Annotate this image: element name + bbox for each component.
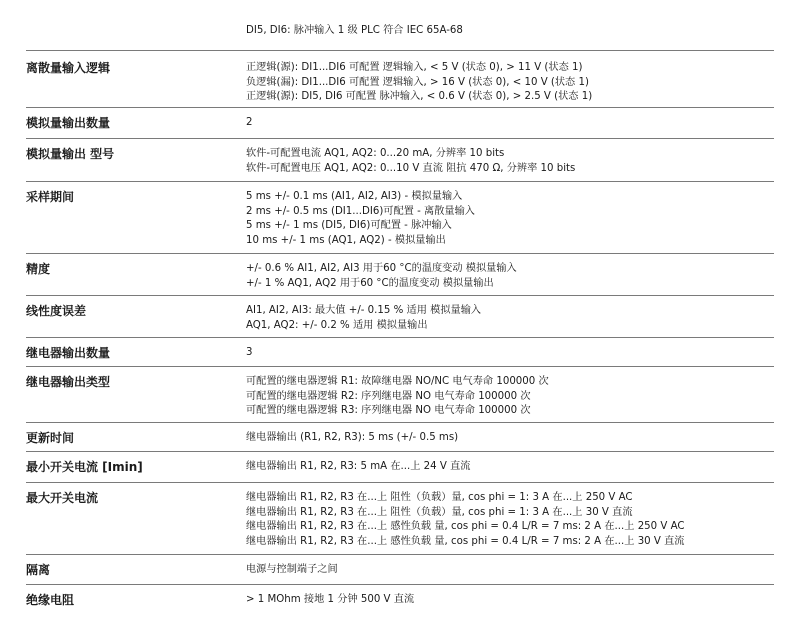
spec-value-line: 5 ms +/- 0.1 ms (AI1, AI2, AI3) - 模拟量输入 bbox=[246, 191, 463, 202]
spec-row bbox=[26, 423, 774, 452]
spec-value-line: > 1 MOhm 接地 1 分钟 500 V 直流 bbox=[246, 594, 415, 605]
spec-label: 继电器输出数量 bbox=[26, 346, 111, 360]
spec-value-line: 继电器输出 R1, R2, R3 在...上 阻性（负载）量, cos phi = 1: 3 A 在...上 250 V AC bbox=[246, 492, 633, 503]
spec-value bbox=[246, 346, 774, 366]
spec-row bbox=[26, 108, 774, 139]
spec-value-line: +/- 1 % AQ1, AQ2 用于60 °C的温度变动 模拟量输出 bbox=[246, 277, 494, 289]
spec-label: 模拟量输出 型号 bbox=[26, 147, 115, 161]
spec-label: 最大开关电流 bbox=[26, 491, 99, 505]
spec-label: 线性度误差 bbox=[26, 304, 87, 318]
spec-value-line: 正逻辑(源): DI5, DI6 可配置 脉冲输入, < 0.6 V (状态 0), > 2.5 V (状态 1) bbox=[246, 91, 593, 102]
spec-label: 继电器输出类型 bbox=[26, 375, 111, 389]
spec-row bbox=[26, 182, 774, 254]
spec-value-line: 可配置的继电器逻辑 R1: 故障继电器 NO/NC 电气寿命 100000 次 bbox=[246, 376, 549, 387]
spec-value bbox=[246, 190, 774, 253]
spec-value bbox=[246, 375, 774, 422]
spec-value-line: 可配置的继电器逻辑 R2: 序列继电器 NO 电气寿命 100000 次 bbox=[246, 390, 531, 402]
spec-value-line: 电源与控制端子之间 bbox=[246, 564, 338, 575]
spec-value bbox=[246, 431, 774, 451]
spec-label: 精度 bbox=[26, 262, 51, 276]
spec-value-line: 软件-可配置电压 AQ1, AQ2: 0...10 V 直流 阻抗 470 Ω, 分辨率 10 bits bbox=[246, 162, 576, 174]
spec-label: 更新时间 bbox=[26, 431, 75, 445]
spec-value-line: 继电器输出 R1, R2, R3 在...上 感性负载 量, cos phi = 0.4 L/R = 7 ms: 2 A 在...上 30 V 直流 bbox=[246, 535, 685, 547]
spec-value-line: 5 ms +/- 1 ms (DI5, DI6)可配置 - 脉冲输入 bbox=[246, 220, 452, 231]
spec-value-line: 正逻辑(源): DI1...DI6 可配置 逻辑输入, < 5 V (状态 0), > 11 V (状态 1) bbox=[246, 62, 583, 73]
spec-value-line: 负逻辑(漏): DI1...DI6 可配置 逻辑输入, > 16 V (状态 0), < 10 V (状态 1) bbox=[246, 76, 589, 88]
spec-value-line: 继电器输出 R1, R2, R3: 5 mA 在...上 24 V 直流 bbox=[246, 461, 471, 472]
spec-value bbox=[246, 147, 774, 181]
spec-value-line: 2 ms +/- 0.5 ms (DI1...DI6)可配置 - 离散量输入 bbox=[246, 205, 475, 217]
spec-table bbox=[26, 20, 774, 615]
spec-row bbox=[26, 254, 774, 296]
spec-value-line: +/- 0.6 % AI1, AI2, AI3 用于60 °C的温度变动 模拟量输入 bbox=[246, 263, 517, 274]
spec-value-line: 3 bbox=[246, 347, 253, 358]
spec-value-line: 2 bbox=[246, 117, 253, 128]
spec-value-line: 软件-可配置电流 AQ1, AQ2: 0...20 mA, 分辨率 10 bits bbox=[246, 148, 505, 159]
spec-label: 隔离 bbox=[26, 563, 51, 577]
spec-row bbox=[26, 367, 774, 423]
spec-label: 采样期间 bbox=[26, 190, 75, 204]
spec-row bbox=[26, 51, 774, 108]
spec-row bbox=[26, 296, 774, 338]
spec-value-line: 继电器输出 R1, R2, R3 在...上 感性负载 量, cos phi = 0.4 L/R = 7 ms: 2 A 在...上 250 V AC bbox=[246, 521, 685, 532]
spec-value bbox=[246, 262, 774, 295]
spec-value bbox=[246, 61, 774, 107]
spec-value-line: 继电器输出 (R1, R2, R3): 5 ms (+/- 0.5 ms) bbox=[246, 432, 459, 443]
spec-value bbox=[246, 593, 774, 615]
spec-label: 离散量输入逻辑 bbox=[26, 61, 111, 75]
spec-value-line: 继电器输出 R1, R2, R3 在...上 阻性（负载）量, cos phi = 1: 3 A 在...上 30 V 直流 bbox=[246, 506, 633, 518]
spec-label: 模拟量输出数量 bbox=[26, 116, 111, 130]
spec-value bbox=[246, 460, 774, 482]
spec-row bbox=[26, 139, 774, 182]
spec-value bbox=[246, 304, 774, 337]
spec-row bbox=[26, 20, 774, 51]
spec-row bbox=[26, 585, 774, 615]
spec-label: 最小开关电流 [Imin] bbox=[26, 460, 143, 474]
spec-label bbox=[26, 24, 246, 50]
spec-value-line: AI1, AI2, AI3: 最大值 +/- 0.15 % 适用 模拟量输入 bbox=[246, 305, 482, 316]
spec-value-line: AQ1, AQ2: +/- 0.2 % 适用 模拟量输出 bbox=[246, 319, 428, 331]
spec-row bbox=[26, 483, 774, 555]
spec-value-line: 10 ms +/- 1 ms (AQ1, AQ2) - 模拟量输出 bbox=[246, 234, 446, 246]
spec-row bbox=[26, 452, 774, 483]
spec-value bbox=[246, 563, 774, 584]
spec-row bbox=[26, 555, 774, 585]
spec-value bbox=[246, 24, 774, 50]
spec-row bbox=[26, 338, 774, 367]
spec-label: 绝缘电阻 bbox=[26, 593, 75, 607]
spec-value-line: DI5, DI6: 脉冲输入 1 级 PLC 符合 IEC 65A-68 bbox=[246, 25, 463, 36]
spec-value bbox=[246, 116, 774, 138]
spec-value-line: 可配置的继电器逻辑 R3: 序列继电器 NO 电气寿命 100000 次 bbox=[246, 405, 531, 416]
spec-value bbox=[246, 491, 774, 554]
